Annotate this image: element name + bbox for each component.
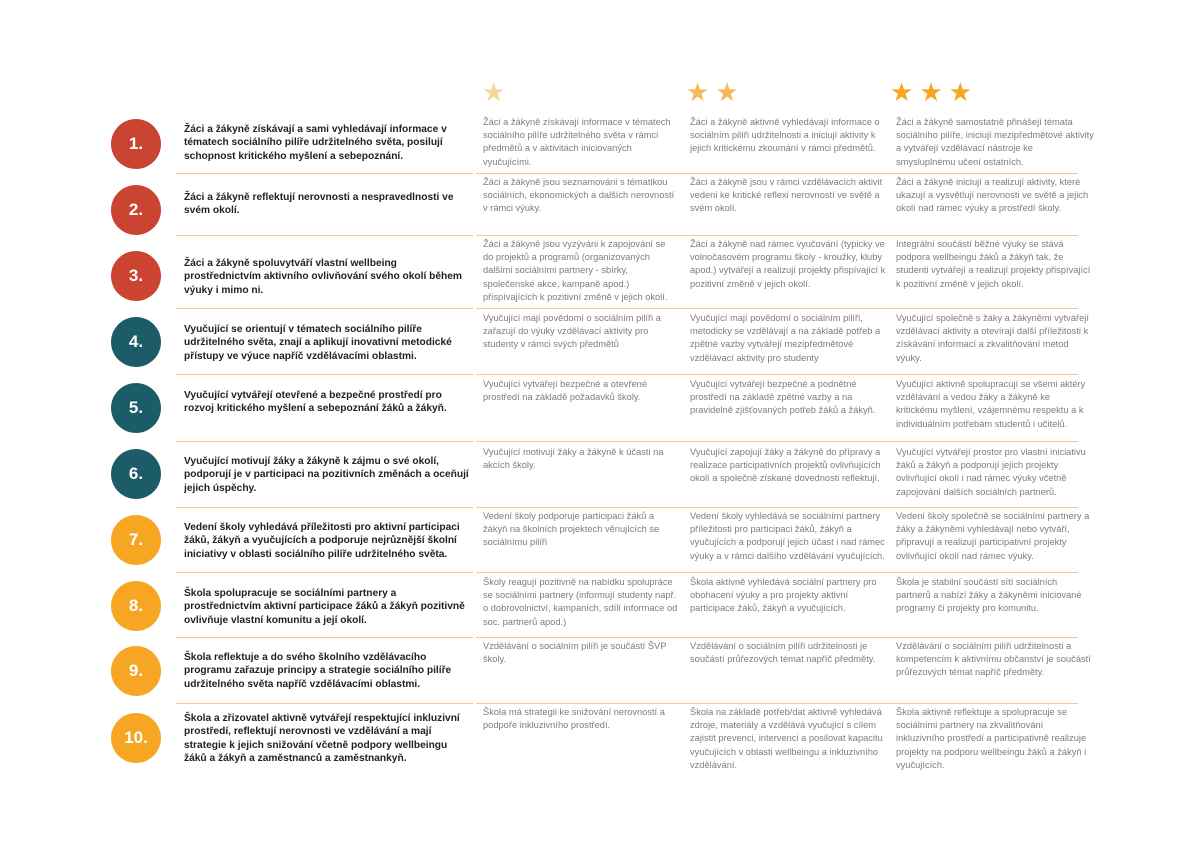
row-divider xyxy=(476,308,1078,309)
star-icon: ★ xyxy=(919,77,943,107)
star-icon: ★ xyxy=(948,77,972,107)
level-1-description: Žáci a žákyně jsou vyzýváni k zapojování se do projektů a programů (organizovaných dalšími sociálními partnery - sbírky, společenské akce, kampaně apod.) přispívajících k pozitivní změně v jejich okolí. xyxy=(483,239,668,302)
level-1-description: Školy reagují pozitivně na nabídku spolupráce se sociálními partnery (informují studenty např. o dobrovolnictví, kampaních, sdílí informace od soc. partnerů apod.) xyxy=(483,577,678,627)
level-2-description: Vedení školy vyhledává se sociálními partnery příležitosti pro participaci žáků, žákyň a vyučujících a podporují jejich účast i nad rámec výuky a v rámci dalšího vzdělávání vyučujících. xyxy=(690,511,885,561)
level-2-description: Škola aktivně vyhledává sociální partnery pro obohacení výuky a pro projekty aktivní participace žáků, žákyň a vyučujících. xyxy=(690,577,877,614)
row-divider xyxy=(176,703,473,704)
level-2-description: Žáci a žákyně nad rámec vyučování (typicky ve volnočasovém programu školy - kroužky, kluby apod.) vytvářejí a realizují projekty přispívající k pozitivní změně v jejich okolí. xyxy=(690,239,886,289)
criterion-text: Vedení školy vyhledává příležitosti pro aktivní participaci žáků, žákyň a vyučujících a podporuje nejrůznější školní iniciativy v oblasti sociálního pilíře udržitelného světa. xyxy=(184,522,460,560)
criterion-number-badge: 10. xyxy=(111,713,161,763)
level-1-description: Vyučující motivují žáky a žákyně k účasti na akcích školy. xyxy=(483,447,664,471)
row-divider xyxy=(476,235,1078,236)
row-divider xyxy=(176,173,473,174)
criterion-text: Žáci a žákyně reflektují nerovnosti a nespravedlnosti ve svém okolí. xyxy=(184,192,454,217)
criterion-number-badge: 6. xyxy=(111,449,161,499)
level-1-description: Vedení školy podporuje participaci žáků a žákyň na školních projektech věnujících se sociálnímu pilíři xyxy=(483,511,660,548)
level-2-stars xyxy=(686,77,739,107)
level-1-description: Žáci a žákyně jsou seznamováni s tématikou sociálních, ekonomických a dalších nerovností v rámci výuky. xyxy=(483,177,675,214)
row-divider xyxy=(176,235,473,236)
level-3-description: Vyučující vytvářejí prostor pro vlastní iniciativu žáků a žákyň a podporují jejich projekty ovlivňující okolí i nad rámec výuky včetně zapojování dalších sociálních partnerů. xyxy=(896,447,1086,497)
level-1-description: Vzdělávání o sociálním pilíři je součástí ŠVP školy. xyxy=(483,641,667,665)
criterion-text: Škola a zřizovatel aktivně vytvářejí respektující inkluzivní prostředí, reflektují nerovnosti ve vzdělávání a mají strategie k jejich snižování včetně podpory wellbeingu žáků a žákyň a zaměstnanců a zaměstnankyň. xyxy=(184,713,460,764)
row-divider xyxy=(476,703,1078,704)
row-divider xyxy=(176,441,473,442)
level-1-stars xyxy=(482,77,506,107)
row-divider xyxy=(176,374,473,375)
criterion-number-badge: 1. xyxy=(111,119,161,169)
level-3-description: Škola je stabilní součástí sítí sociálních partnerů a nabízí žáky a žákyněmi iniciované programy či projekty pro komunitu. xyxy=(896,577,1082,614)
level-1-description: Vyučující mají povědomí o sociálním pilíři a zařazují do výuky vzdělávací aktivity pro studenty v rámci svých předmětů xyxy=(483,313,661,350)
level-1-description: Škola má strategii ke snižování nerovností a podpoře inkluzivního prostředí. xyxy=(483,707,665,731)
criterion-number-badge: 5. xyxy=(111,383,161,433)
level-3-description: Vzdělávání o sociálním pilíři udržitelnosti a kompetencím k aktivnímu občanství je součástí průřezových témat napříč předměty. xyxy=(896,641,1091,678)
criterion-number-badge: 8. xyxy=(111,581,161,631)
criterion-number-badge: 3. xyxy=(111,251,161,301)
level-2-description: Žáci a žákyně jsou v rámci vzdělávacích aktivit vedeni ke kritické reflexi nerovností ve světě a svém okolí. xyxy=(690,177,883,214)
star-icon: ★ xyxy=(686,77,710,107)
criterion-text: Vyučující se orientují v tématech sociálního pilíře udržitelného světa, znají a aplikují inovativní metodické přístupy ve výuce napříč vzdělávacími oblastmi. xyxy=(184,324,452,362)
level-3-description: Žáci a žákyně samostatně přinášejí témata sociálního pilíře, iniciují mezipředmětové aktivity a vytvářejí vzdělávací nástroje ke smysluplnému učení ostatních. xyxy=(896,117,1094,167)
level-3-description: Žáci a žákyně iniciují a realizují aktivity, které ukazují a vysvětlují nerovnosti ve světě a jejich okolí nad rámec výuky a prostředí školy. xyxy=(896,177,1089,214)
level-3-description: Vyučující společně s žáky a žákyněmi vytvářejí vzdělávací aktivity a otevírají další příležitosti k získávání informací a zkvalitňování metod výuky. xyxy=(896,313,1089,363)
level-2-description: Žáci a žákyně aktivně vyhledávají informace o sociálním pilíři udržitelnosti a iniciují aktivity k jejich kritickému zkoumání v rámci předmětů. xyxy=(690,117,880,154)
level-2-description: Vyučující mají povědomí o sociálním pilíři, metodicky se vzdělávají a na základě potřeb a zpětné vazby vytvářejí mezipředmětové vzdělávací aktivity pro studenty xyxy=(690,313,881,363)
criterion-number-badge: 7. xyxy=(111,515,161,565)
level-2-description: Škola na základě potřeb/dat aktivně vyhledává zdroje, materiály a vzdělává vyučující s cílem zajistit prevenci, intervenci a posilovat kapacitu vyučujících v oblasti wellbeingu a inkluzivního vzdělávání. xyxy=(690,707,883,770)
criterion-text: Žáci a žákyně spoluvytváří vlastní wellbeing prostřednictvím aktivního ovlivňování svého okolí během výuky i mimo ni. xyxy=(184,258,462,296)
level-2-description: Vyučující zapojují žáky a žákyně do přípravy a realizace participativních projektů ovlivňujících okolí a společně získané dovednosti reflektují. xyxy=(690,447,881,484)
row-divider xyxy=(176,637,473,638)
level-1-description: Žáci a žákyně získávají informace v tématech sociálního pilíře udržitelného světa v rámci předmětů a v aktivitách iniciovaných vyučujícími. xyxy=(483,117,671,167)
criterion-text: Vyučující vytvářejí otevřené a bezpečné prostředí pro rozvoj kritického myšlení a sebepoznání žáků a žákyň. xyxy=(184,390,447,415)
row-divider xyxy=(176,507,473,508)
star-icon: ★ xyxy=(890,77,914,107)
level-3-stars xyxy=(890,77,972,107)
row-divider xyxy=(476,374,1078,375)
star-icon: ★ xyxy=(482,77,506,107)
level-1-description: Vyučující vytvářejí bezpečné a otevřené prostředí na základě požadavků školy. xyxy=(483,379,647,403)
criterion-text: Žáci a žákyně získávají a sami vyhledávají informace v tématech sociálního pilíře udržitelného světa, posilují schopnost kritického myšlení a sebepoznání. xyxy=(184,124,447,162)
criterion-text: Škola reflektuje a do svého školního vzdělávacího programu zařazuje principy a strategie sociálního pilíře udržitelného světa napříč vzdělávacími oblastmi. xyxy=(184,652,452,690)
level-3-description: Integrální součástí běžné výuky se stává podpora wellbeingu žáků a žákyň tak, že studenti vytvářejí a realizují projekty přispívající k pozitivní změně v jejich okolí. xyxy=(896,239,1091,289)
criterion-number-badge: 4. xyxy=(111,317,161,367)
row-divider xyxy=(476,441,1078,442)
star-icon: ★ xyxy=(715,77,739,107)
level-2-description: Vzdělávání o sociálním pilíři udržitelnosti je součástí průřezových témat napříč předměty. xyxy=(690,641,876,665)
row-divider xyxy=(476,173,1078,174)
level-3-description: Vyučující aktivně spolupracují se všemi aktéry vzdělávání a vedou žáky a žákyně ke kritickému myšlení, vzájemnému respektu a k individuálním potřebám studentů i učitelů. xyxy=(896,379,1086,429)
criterion-number-badge: 2. xyxy=(111,185,161,235)
level-3-description: Vedení školy společně se sociálními partnery a žáky a žákyněmi vyhledávají nebo vytváří, připravují a realizují participativní projekty ovlivňující okolí nad rámec výuky. xyxy=(896,511,1090,561)
level-2-description: Vyučující vytvářejí bezpečné a podnětné prostředí na základě zpětné vazby a na pravidelně zjišťovaných potřeb žáků a žákyň. xyxy=(690,379,876,416)
row-divider xyxy=(476,507,1078,508)
row-divider xyxy=(476,572,1078,573)
row-divider xyxy=(476,637,1078,638)
criterion-number-badge: 9. xyxy=(111,646,161,696)
level-3-description: Škola aktivně reflektuje a spolupracuje se sociálními partnery na zkvalitňování inkluzivního prostředí a participativně realizuje projekty na podporu wellbeingu žáků a žákyň i vyučujících. xyxy=(896,707,1087,770)
row-divider xyxy=(176,308,473,309)
row-divider xyxy=(176,572,473,573)
criterion-text: Škola spolupracuje se sociálními partnery a prostřednictvím aktivní participace žáků a žákyň pozitivně ovlivňuje vlastní komunitu a její okolí. xyxy=(184,588,465,626)
criterion-text: Vyučující motivují žáky a žákyně k zájmu o své okolí, podporují je v participaci na pozitivních změnách a oceňují jejich úspěchy. xyxy=(184,456,469,494)
